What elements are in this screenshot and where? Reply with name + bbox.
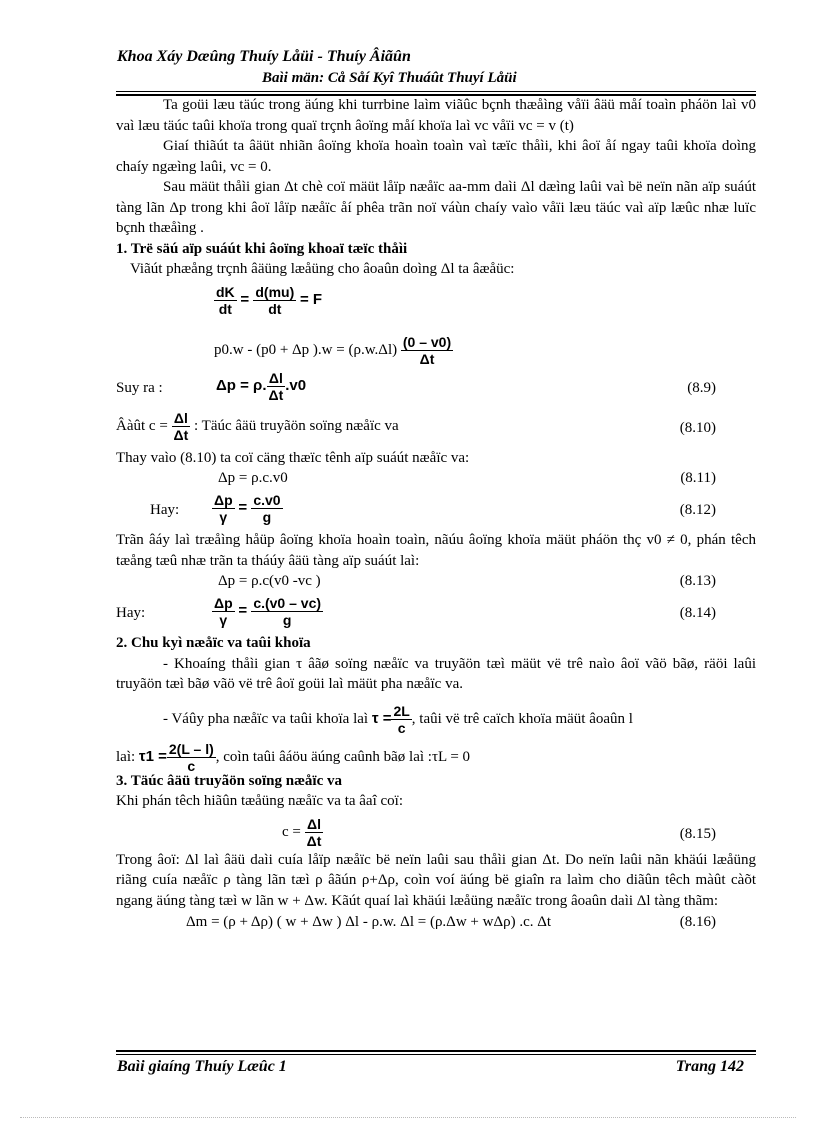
eq-number-8-10: (8.10) (679, 419, 716, 436)
section-3-intro: Khi phán têch hiãûn tæåüng næåïc va ta âaî coï: (116, 793, 403, 809)
eq-number-8-16: (8.16) (679, 914, 716, 930)
equation-8-11: Δp = ρ.c.v0 (8.11) (116, 468, 756, 490)
paragraph-1: Ta goüi læu täúc trong äúng khi turrbine laìm viãûc bçnh thæåìng våïi âäü måí toaìn pháön laì v0 vaì læu täúc taûi khoïa trong quaï trçnh âoïng måí khoïa laì vc våïi vc = v (t) (116, 97, 756, 134)
eq-number-8-11: (8.11) (680, 470, 716, 486)
fraction-balance: $\frac{(0 - v0)}{\Delta t}$ (402, 333, 452, 367)
section-1-intro: Viãút phæång trçnh âäüng læåüng cho âoaûn doìng Δl ta âæåüc: (130, 261, 515, 277)
header-course: Baìi män: Cå Såí Kyî Thuáût Thuyí Låüi (262, 70, 517, 86)
momentum-equation: $\frac{dK}{dt}$ = $\frac{d(mu)}{dt}$ = F (216, 283, 323, 317)
header-rule-thin (116, 91, 756, 92)
page-number: Trang 142 (675, 1058, 744, 1075)
equation-8-13: Δp = ρ.c(v0 -vc ) (8.13) (116, 571, 756, 593)
equation-8-12: Hay: $\frac{\Delta p}{\gamma}$ = $\frac{c.v0}{g}$ (8.12) (150, 492, 716, 525)
equation-8-15: c = $\frac{\Delta l}{\Delta t}$ (8.15) (282, 815, 716, 849)
equation-8-14: Hay: $\frac{\Delta p}{\gamma}$ = $\frac{c.(v0 - vc)}{g}$ (8.14) (116, 595, 716, 628)
paragraph-3: Sau mäüt thåìi gian Δt chè coï mäüt låïp næåïc aa-mm daìi Δl dæìng laûi vaì bë neïn nãn aïp suáút tàng lãn Δp trong khi âoï låïp næåïc åí phêa trãn noï váùn chaíy vaìo våïi læu täúc vaì aïp læûc nhæ luïc bçnh thæåìng . (116, 179, 756, 236)
paragraph-2: Giaí thiãút ta âäüt nhiãn âoïng khoïa hoaìn toaìn vaì tæïc thåìi, khi âoï åí ngay taûi khoïa doìng chaíy ngæìng laûi, vc = 0. (116, 138, 756, 175)
fraction-dmu-dt: $\frac{d(mu)}{dt}$ (255, 283, 295, 317)
equation-8-16: Δm = (ρ + Δρ) ( w + Δw ) Δl - ρ.w. Δl = (ρ.Δw + wΔρ) .c. Δt (8.16) (116, 911, 756, 933)
footer-rule-thin (116, 1054, 756, 1055)
substitution-text: Thay vaìo (8.10) ta coï cäng thæïc tênh aïp suáút næåïc va: (116, 449, 470, 466)
balance-equation: p0.w - (p0 + Δp ).w = (ρ.w.Δl) $\frac{(0 - v0)}{\Delta t}$ (214, 333, 452, 367)
header-faculty: Khoa Xáy Dæûng Thuíy Låüi - Thuíy Âiãûn (117, 48, 411, 65)
section-2-heading: 2. Chu kyì næåïc va taûi khoïa (116, 635, 311, 651)
footer-rule-thick (116, 1050, 756, 1052)
momentum-rhs: = F (300, 290, 323, 308)
eq-number-8-14: (8.14) (679, 605, 716, 621)
equation-8-10: Âàût c = $\frac{\Delta l}{\Delta t}$ : Täúc âäü truyãön soïng næåïc va (8.10) (116, 409, 716, 443)
fraction-dk-dt: $\frac{dK}{dt}$ (216, 283, 235, 317)
section-3-heading: 3. Täúc âäü truyãön soïng næåïc va (116, 772, 343, 789)
eq-number-8-15: (8.15) (679, 825, 716, 842)
eq-number-8-9: (8.9) (687, 379, 716, 396)
page-content (116, 95, 756, 933)
partial-closing-text: Trãn âáy laì træåìng håüp âoïng khoïa hoaìn toaìn, nãúu âoïng khoïa mäüt pháön thç v0 ≠ 0, phán têch tæång tæû nhæ trãn ta tháúy âäü tàng aïp suáút laì: (116, 532, 756, 569)
tau-equation: - Váûy pha næåïc va taûi khoïa laì τ = $\frac{2L}{c}$ , taûi vë trê caïch khoïa mäüt âoaûn l (163, 702, 633, 736)
tau1-equation: laì: τ1 = $\frac{2(L - l)}{c}$ , coìn taûi âáöu äúng caûnh bãø laì :τL = 0 (116, 740, 471, 774)
footer-title: Baìi giaíng Thuíy Læûc 1 (117, 1058, 287, 1075)
page-edge-dots (20, 1117, 796, 1118)
eq-number-8-12: (8.12) (679, 502, 716, 518)
section-3-explanation: Trong âoï: Δl laì âäü daìi cuía låïp næåïc bë neïn laûi sau thåìi gian Δt. Do neïn laûi nãn khäúi læåüng riãng cuía næåïc ρ tàng lãn tæì ρ âãún ρ+Δρ, coìn voí äúng bë giaîn ra laìm cho diãûn têch màût càõt ngang äúng tàng tæì w lãn w + Δw. Kãút quaí laì khäúi læåüng næåïc trong âoaûn daìi Δl tàng thãm: (116, 851, 756, 909)
section-2-bullet-1: - Khoaíng thåìi gian τ âãø soïng næåïc va truyãön tæì mäüt vë trê naìo âoï vãö bãø, räöi laûi truyãön tæì bãø vãö vë trê âoï goüi laì mäüt pha næåïc va. (116, 655, 756, 692)
section-1-heading: 1. Trë säú aïp suáút khi âoïng khoaï tæïc thåìi (116, 240, 408, 257)
equation-8-9: Suy ra : Δp = ρ. $\frac{\Delta l}{\Delta t}$ .v0 (8.9) (116, 369, 716, 403)
eq-number-8-13: (8.13) (679, 573, 716, 589)
